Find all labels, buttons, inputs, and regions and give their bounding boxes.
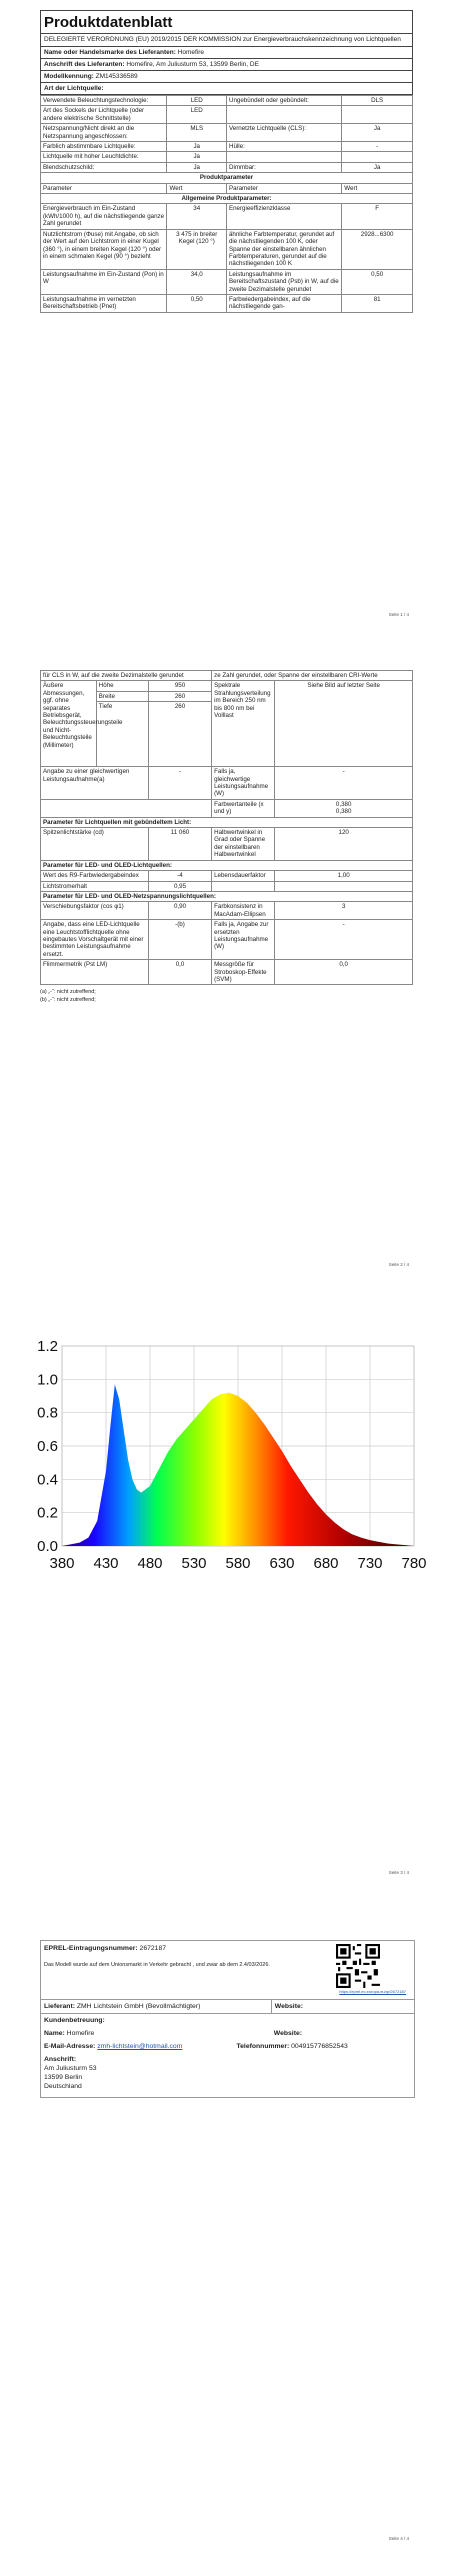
table-row: Äußere Abmessungen, ggf. ohne separates Betriebsgerät, Beleuchtungssteuerungsteile und Nicht-Beleuchtungsteile (Millimeter) Höhe 950 Spektrale Strahlungsverteilung im Bereich 250 nm bis 800 nm bei Volllast Siehe Bild auf letzter Seite <box>41 681 413 691</box>
x-tick-label: 430 <box>93 1555 119 1572</box>
footnote-b: (b) „-“: nicht zutreffend; <box>40 997 96 1004</box>
x-tick-label: 730 <box>357 1555 383 1572</box>
page-4 <box>40 1940 415 2098</box>
footnote-a: (a) „-“: nicht zutreffend; <box>40 989 96 996</box>
eprel-text: Das Modell wurde auf dem Unionsmarkt in Verkehr gebracht , und zwar ab dem 2.4/03/2026. <box>44 1962 270 1968</box>
page-number: Seite 4 / 4 <box>388 2536 409 2541</box>
table-row: Art des Sockels der Lichtquelle (oder andere elektrische Schnittstelle) LED <box>41 106 413 124</box>
x-tick-label: 630 <box>269 1555 295 1572</box>
light-source-type-heading: Art der Lichtquelle: <box>40 83 413 95</box>
contact-row-2: E-Mail-Adresse: zmh-lichtstein@hotmail.com Telefonnummer: 004915776852543 <box>44 2043 348 2050</box>
supplier-row: Lieferant: ZMH Lichtstein GmbH (Bevollmächtigter) Website: <box>41 2000 414 2014</box>
qr-code-icon <box>336 1944 380 1988</box>
table-row: Farbwertanteile (x und y) 0,380 0,380 <box>41 799 413 817</box>
table-row: für CLS in W, auf die zweite Dezimalstelle gerundet ze Zahl gerundet, oder Spanne der einstellbaren CRI-Werte <box>41 671 413 681</box>
qr-link[interactable]: https://eprel.ec.europa.eu/qr/2672187 <box>339 1989 406 1994</box>
page-number: Seite 1 / 4 <box>388 612 409 617</box>
page-number: Seite 2 / 4 <box>388 1262 409 1267</box>
x-tick-label: 380 <box>49 1555 75 1572</box>
y-tick-label: 0.8 <box>37 1404 58 1422</box>
y-tick-label: 0.2 <box>37 1504 58 1522</box>
model-row: Modellkennung: ZM145336589 <box>40 71 413 83</box>
light-source-type-table <box>40 95 413 313</box>
column-header-row: Parameter Wert Parameter Wert <box>41 183 413 193</box>
y-tick-label: 1.0 <box>37 1371 58 1389</box>
supplier-address-row: Anschrift des Lieferanten: Homefire, Am Juliusturm 53, 13599 Berlin, DE <box>40 59 413 71</box>
table-row: Lichtstromerhalt 0,95 <box>41 881 413 891</box>
table-row: Breite 260 <box>41 691 413 701</box>
eprel-box: EPREL-Eintragungsnummer: 2672187 Das Modell wurde auf dem Unionsmarkt in Verkehr gebracht , und zwar ab dem 2.4/03/2026. https://eprel.ec.europa.eu/qr/2672187 <box>41 1941 414 2000</box>
table-row: Farblich abstimmbare Lichtquelle: Ja Hülle: - <box>41 142 413 152</box>
table-row: Netzspannung/Nicht direkt an die Netzspannung angeschlossen: MLS Vernetzte Lichtquelle (CLS): Ja <box>41 124 413 142</box>
table-row: Energieverbrauch im Ein-Zustand (kWh/1000 h), auf die nächstliegende ganze Zahl gerundet 34 Energieeffizienzklasse F <box>41 204 413 229</box>
table-row: Angabe, dass eine LED-Lichtquelle eine Leuchtstofflichtquelle ohne eingebautes Vorschaltgerät mit einer bestimmten Leistungsaufnahme ersetzt. -(b) Falls ja, Angabe zur ersetzten Leistungsaufnahme (W) - <box>41 920 413 960</box>
email-link[interactable]: zmh-lichtstein@hotmail.com <box>97 2043 183 2050</box>
regulation-text: DELEGIERTE VERORDNUNG (EU) 2019/2015 DER KOMMISSION zur Energieverbrauchskennzeichnung von Lichtquellen <box>40 34 413 47</box>
y-tick-label: 0.0 <box>37 1538 58 1555</box>
general-heading-row: Allgemeine Produktparameter: <box>41 194 413 204</box>
x-tick-label: 780 <box>401 1555 427 1572</box>
parameters-table-continued <box>40 670 413 985</box>
table-row: Leistungsaufnahme im Ein-Zustand (Pon) in W 34,0 Leistungsaufnahme im Bereitschaftszustand (Psb) in W, auf die zweite Dezimalstelle gerundet 0,50 <box>41 269 413 294</box>
x-tick-label: 580 <box>225 1555 251 1572</box>
table-row: Tiefe 260 <box>41 702 413 767</box>
page-title: Produktdatenblatt <box>40 10 413 34</box>
contact-row-1: Name: Homefire Website: <box>44 2030 302 2037</box>
page-number: Seite 3 / 4 <box>388 1870 409 1875</box>
y-tick-label: 0.4 <box>37 1471 58 1489</box>
x-tick-label: 680 <box>313 1555 339 1572</box>
table-row: Lichtquelle mit hoher Leuchtdichte: Ja <box>41 152 413 162</box>
table-row: Verschiebungsfaktor (cos φ1) 0,90 Farbkonsistenz in MacAdam-Ellipsen 3 <box>41 902 413 920</box>
address-block: Anschrift: Am Juliusturm 53 13599 Berlin Deutschland <box>44 2056 97 2090</box>
table-row: Leistungsaufnahme im vernetzten Bereitschaftsbetrieb (Pnet) 0,50 Farbwiedergabeindex, auf die nächstliegende gan- 81 <box>41 294 413 312</box>
page-1 <box>40 10 413 313</box>
table-row: Nutzlichtstrom (Φuse) mit Angabe, ob sich der Wert auf den Lichtstrom in einer Kugel (360 °), in einem breiten Kegel (120 °) oder in einem schmalen Kegel (90 °) bezieht 3 475 in breiter Kegel (120 °) ähnliche Farbtemperatur, gerundet auf die nächstliegenden 100 K, oder Spanne der einstellbaren ähnlichen Farbtemperaturen, gerundet auf die nächstliegenden 100 K 2928...6300 <box>41 229 413 269</box>
table-row: Verwendete Beleuchtungstechnologie: LED Ungebündelt oder gebündelt: DLS <box>41 96 413 106</box>
section-heading-row: Parameter für LED- und OLED-Lichtquellen: <box>41 860 413 870</box>
spectral-distribution-chart <box>30 1338 430 1580</box>
y-tick-label: 1.2 <box>37 1338 58 1355</box>
section-heading-row: Parameter für LED- und OLED-Netzspannungslichtquellen: <box>41 891 413 901</box>
table-row: Angabe zu einer gleichwertigen Leistungsaufnahme(a) - Falls ja, gleichwertige Leistungsaufnahme (W) - <box>41 767 413 800</box>
table-row: Flimmermetrik (Pst LM) 0,0 Messgröße für Stroboskop-Effekte (SVM) 0,0 <box>41 960 413 985</box>
table-row: Wert des R9-Farbwiedergabeindex -4 Lebensdauerfaktor 1,00 <box>41 871 413 881</box>
page-2 <box>40 670 413 1004</box>
params-heading-row: Produktparameter <box>41 173 413 183</box>
x-tick-label: 530 <box>181 1555 207 1572</box>
table-row: Spitzenlichtstärke (cd) 11 060 Halbwertwinkel in Grad oder Spanne der einstellbaren Halbwertwinkel 120 <box>41 828 413 861</box>
section-heading-row: Parameter für Lichtquellen mit gebündeltem Licht: <box>41 817 413 827</box>
customer-service-heading: Kundenbetreuung: <box>44 2017 105 2024</box>
x-tick-label: 480 <box>137 1555 163 1572</box>
y-tick-label: 0.6 <box>37 1438 58 1455</box>
table-row: Blendschutzschild: Ja Dimmbar: Ja <box>41 162 413 172</box>
supplier-name-row: Name oder Handelsmarke des Lieferanten: Homefire <box>40 47 413 59</box>
